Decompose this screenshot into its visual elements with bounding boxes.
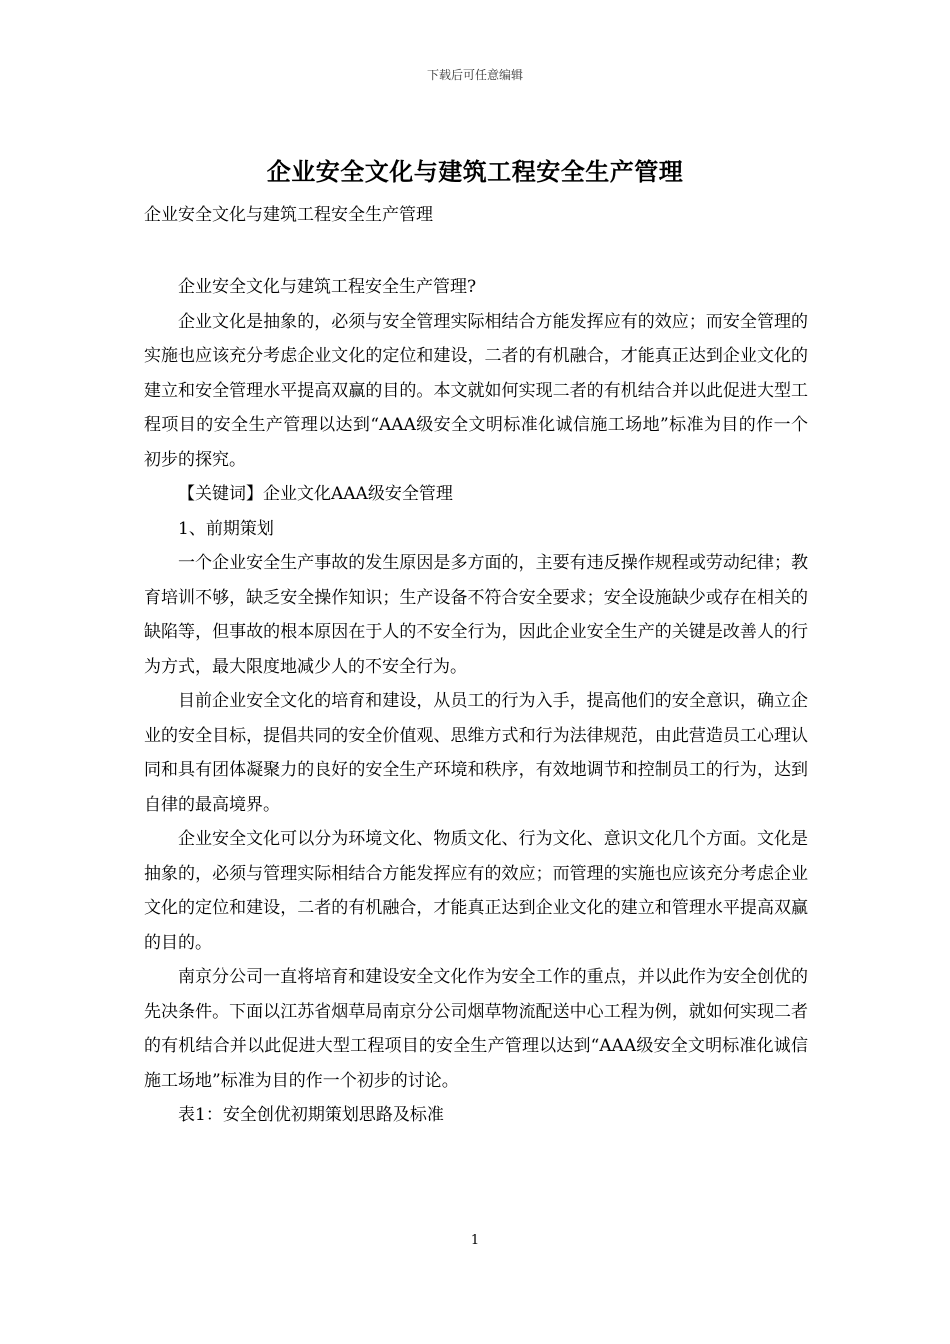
paragraph-culture-types: 企业安全文化可以分为环境文化、物质文化、行为文化、意识文化几个方面。文化是抽象的，必须与管理实际相结合方能发挥应有的效应；而管理的实施也应该充分考虑企业文化的定位和建设，二者的有机融合，才能真正达到企业文化的建立和管理水平提高双赢的目的。	[144, 829, 808, 953]
table-caption: 表1：安全创优初期策划思路及标准	[178, 1105, 444, 1125]
paragraph-abstract: 企业文化是抽象的，必须与安全管理实际相结合方能发挥应有的效应；而安全管理的实施也应该充分考虑企业文化的定位和建设，二者的有机融合，才能真正达到企业文化的建立和安全管理水平提高双赢的目的。本文就如何实现二者的有机结合并以此促进大型工程项目的安全生产管理以达到“AAA级安全文明标准化诚信施工场地”标准为目的作一个初步的探究。	[144, 311, 808, 470]
paragraph-accident-causes: 一个企业安全生产事故的发生原因是多方面的，主要有违反操作规程或劳动纪律；教育培训不够，缺乏安全操作知识；生产设备不符合安全要求；安全设施缺少或存在相关的缺陷等，但事故的根本原因在于人的不安全行为，因此企业安全生产的关键是改善人的行为方式，最大限度地减少人的不安全行为。	[144, 553, 808, 677]
paragraph-culture-building: 目前企业安全文化的培育和建设，从员工的行为入手，提高他们的安全意识，确立企业的安全目标，提倡共同的安全价值观、思维方式和行为法律规范，由此营造员工心理认同和具有团体凝聚力的良好的安全生产环境和秩序，有效地调节和控制员工的行为，达到自律的最高境界。	[144, 691, 808, 815]
section-heading-planning: 1、前期策划	[178, 518, 274, 539]
document-subtitle: 企业安全文化与建筑工程安全生产管理	[144, 205, 433, 225]
paragraph-nanjing-example: 南京分公司一直将培育和建设安全文化作为安全工作的重点，并以此作为安全创优的先决条件。下面以江苏省烟草局南京分公司烟草物流配送中心工程为例，就如何实现二者的有机结合并以此促进大型工程项目的安全生产管理以达到“AAA级安全文明标准化诚信施工场地”标准为目的作一个初步的讨论。	[144, 967, 808, 1091]
paragraph-keywords: 【关键词】企业文化AAA级安全管理	[178, 484, 453, 504]
paragraph-question: 企业安全文化与建筑工程安全生产管理?	[178, 277, 477, 297]
page-number: 1	[470, 1233, 480, 1248]
header-note: 下载后可任意编辑	[426, 68, 523, 82]
document-title: 企业安全文化与建筑工程安全生产管理	[266, 157, 684, 186]
document-body	[144, 270, 808, 1133]
